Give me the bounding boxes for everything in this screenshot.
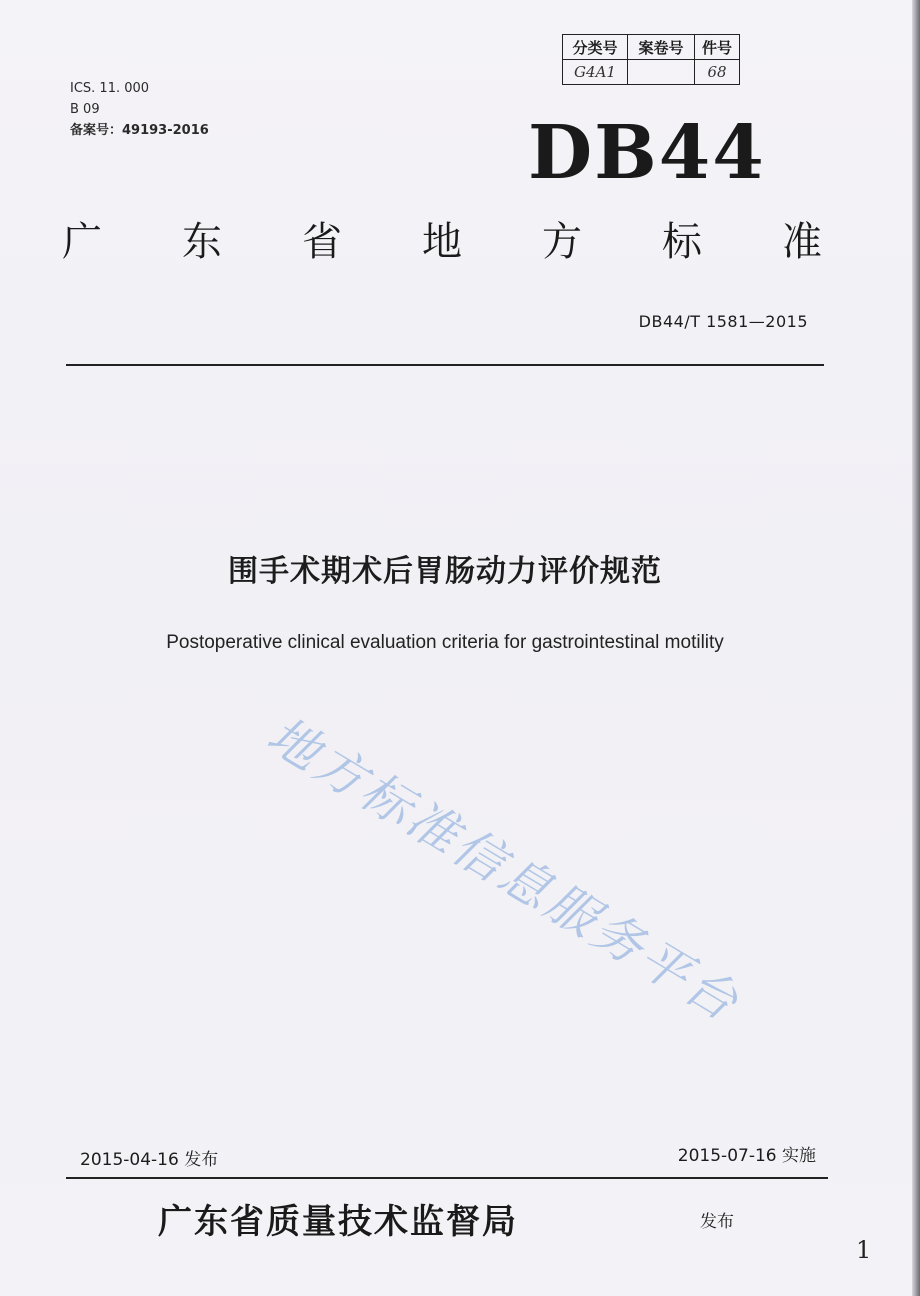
file-number-value: [628, 60, 695, 85]
bottom-divider: [66, 1177, 828, 1179]
title-char: 省: [302, 219, 342, 265]
ics-code: ICS. 11. 000: [70, 81, 150, 96]
file-number-header: 案卷号: [628, 35, 695, 60]
filing-number: 备案号：49193-2016: [70, 123, 209, 138]
item-number-header: 件号: [695, 35, 740, 60]
top-divider: [66, 364, 824, 366]
standard-number: DB44/T 1581—2015: [638, 312, 808, 331]
document-title-english: Postoperative clinical evaluation criteria for gastrointestinal motility: [166, 632, 724, 653]
classification-stamp: [562, 34, 740, 85]
title-char: 标: [662, 219, 702, 265]
document-title-chinese: 围手术期术后胃肠动力评价规范: [228, 554, 662, 589]
issue-date: 2015-04-16 发布: [80, 1150, 219, 1170]
item-number-value: 68: [695, 60, 740, 85]
classification-value-row: [563, 60, 740, 85]
page-number: 1: [856, 1236, 872, 1264]
title-char: 东: [182, 219, 222, 265]
classification-number-value: G4A1: [563, 60, 628, 85]
watermark-text: 地方标准信息服务平台: [257, 705, 751, 1034]
classification-number-header: 分类号: [563, 35, 628, 60]
title-char: 准: [782, 219, 822, 265]
title-char: 广: [62, 219, 102, 265]
title-char: 地: [422, 219, 462, 265]
publisher-name: 广东省质量技术监督局: [158, 1202, 518, 1242]
publish-label: 发布: [700, 1212, 734, 1232]
implementation-date: 2015-07-16 实施: [677, 1146, 816, 1166]
standard-code-large: DB44: [528, 110, 766, 196]
ccs-code: B 09: [70, 102, 100, 117]
classification-header-row: [563, 35, 740, 60]
title-char: 方: [542, 219, 582, 265]
standard-type-title: [62, 214, 822, 270]
standard-metadata: [70, 78, 209, 141]
scan-edge-shadow: [912, 0, 920, 1296]
